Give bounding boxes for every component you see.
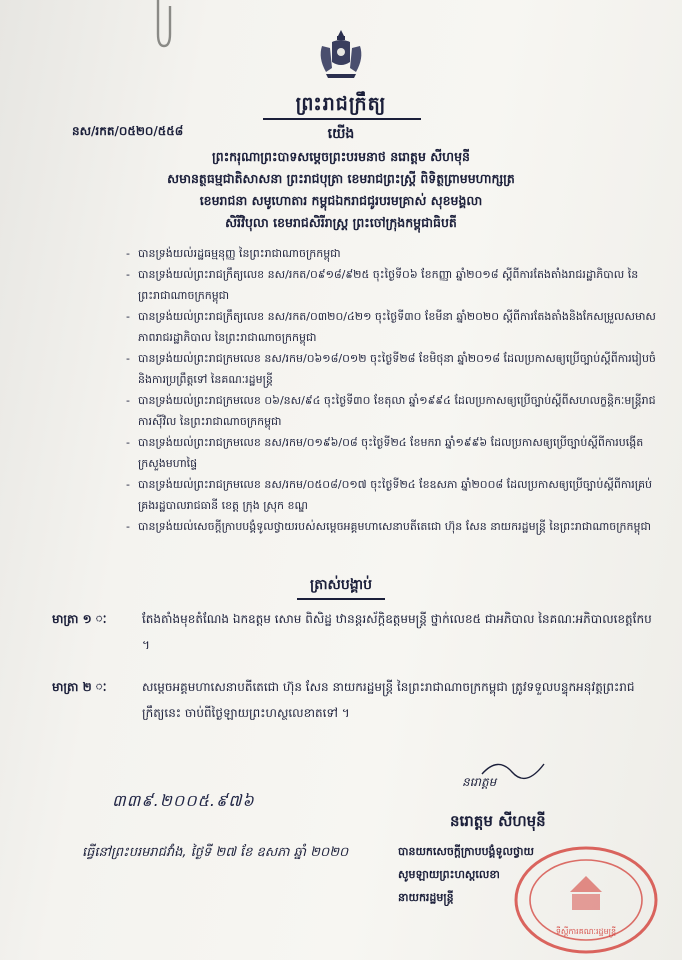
decides-heading: ត្រាស់បង្គាប់ bbox=[310, 577, 372, 593]
date-line: ធ្វើនៅព្រះបរមរាជវាំង, ថ្ងៃទី ២៧ ខែ ឧសភា ឆ្នាំ ២០២០ bbox=[82, 845, 349, 860]
cosign-line: សូមឡាយព្រះហស្តលេខា bbox=[398, 868, 500, 881]
consideration-item: - បានទ្រង់យល់ព្រះរាជក្រឹត្យលេខ នស/រកត/០៣២០/៤២១ ចុះថ្ងៃទី៣០ ខែមីនា ឆ្នាំ២០២០ ស្តីពីការតែងតាំងនិងកែសម្រួលសមាសភាពរាជរដ្ឋាភិបាល នៃព្រះរាជាណាចក្រកម្ពុជា bbox=[126, 306, 656, 348]
article-label: មាត្រា ១ ៈ bbox=[52, 612, 107, 626]
article-text: តែងតាំងមុខតំណែង ឯកឧត្តម សោម ពិសិដ្ឋ ឋានន្តរស័ក្តិឧត្តមមន្ត្រី ថ្នាក់លេខ៥ ជាអភិបាល នៃគណៈអភិបាលខេត្តកែប ។ bbox=[142, 612, 652, 652]
signature-flourish-icon bbox=[478, 752, 548, 782]
consideration-item: - បានទ្រង់យល់ព្រះរាជក្រមលេខ នស/រកម/០១៩៦/០៨ ចុះថ្ងៃទី២៤ ខែមករា ឆ្នាំ១៩៩៦ ដែលប្រកាសឲ្យប្រើច្បាប់ស្តីពីការបង្កើតក្រសួងមហាផ្ទៃ bbox=[126, 432, 656, 474]
royal-title-line: ព្រះករុណាព្រះបាទសម្តេចព្រះបរមនាថ នរោត្តម សីហមុនី bbox=[212, 149, 470, 164]
article-2 bbox=[52, 674, 652, 726]
seal-text: ទីស្តីការគណៈរដ្ឋមន្ត្រី bbox=[555, 927, 617, 936]
paper-clip-icon bbox=[150, 0, 178, 50]
consideration-item: - បានទ្រង់យល់ព្រះរាជក្រមលេខ នស/រកម/០៥០៨/០១៧ ចុះថ្ងៃទី២៤ ខែឧសភា ឆ្នាំ២០០៨ ដែលប្រកាសឲ្យប្រើច្បាប់ស្តីពីការគ្រប់គ្រងរដ្ឋបាលរាជធានី ខេត្ត ក្រុង ស្រុក ខណ្ឌ bbox=[126, 474, 656, 516]
decree-number: នស/រកត/០៥២០/៥៥៨ bbox=[72, 124, 184, 138]
title-underline bbox=[263, 118, 421, 120]
consideration-item: - បានទ្រង់យល់ព្រះរាជក្រមលេខ នស/រកម/០៦១៨/០១២ ចុះថ្ងៃទី២៨ ខែមិថុនា ឆ្នាំ២០១៨ ដែលប្រកាសឲ្យប្រើច្បាប់ស្តីពីការរៀបចំ និងការប្រព្រឹត្តទៅ នៃគណៈរដ្ឋមន្ត្រី bbox=[126, 348, 656, 390]
royal-title-line: ខេមរាជនា សមូហោតារ កម្ពុជឯករាជជូរបរមគ្រាស់ សុខមង្គលា bbox=[199, 193, 483, 208]
royal-titles bbox=[60, 146, 622, 234]
cosign-line: នាយករដ្ឋមន្ត្រី bbox=[398, 891, 454, 904]
article-label: មាត្រា ២ ៈ bbox=[52, 680, 107, 694]
cosign-line: បានយកសេចក្ដីក្រាបបង្គំទូលថ្វាយ bbox=[398, 845, 534, 858]
countersignature-block bbox=[398, 840, 668, 909]
royal-signature: នរោត្តម bbox=[462, 775, 497, 789]
document-title: ព្រះរាជក្រឹត្យ bbox=[295, 93, 387, 115]
handwritten-reference: ៣៣៩.២០០៥.៩៧៦ bbox=[112, 791, 255, 810]
signer-name: នរោត្តម សីហមុនី bbox=[450, 812, 546, 830]
royal-title-line: សមានត្ថធម្មជាតិសាសនា ព្រះរាជបុត្រា ខេមរាជព្រះស្រ្តី ពិទិត្ថព្រាមមហាក្សត្រ bbox=[167, 171, 515, 186]
royal-title-line: សិរីវិបុលា ខេមរាជសិរីរាស្រ្ត ព្រះចៅក្រុងកម្ពុជាធិបតី bbox=[225, 215, 457, 230]
consideration-item: - បានទ្រង់យល់រដ្ឋធម្មនុញ្ញ នៃព្រះរាជាណាចក្រកម្ពុជា bbox=[126, 243, 656, 264]
consideration-item: - បានទ្រង់យល់ព្រះរាជក្រមលេខ ០៦/នស/៩៤ ចុះថ្ងៃទី៣០ ខែតុលា ឆ្នាំ១៩៩៤ ដែលប្រកាសឲ្យប្រើច្បាប់ស្តីពីសហលក្ខន្តិកៈមន្ត្រីរាជការស៊ីវិល នៃព្រះរាជាណាចក្រកម្ពុជា bbox=[126, 390, 656, 432]
considerations-list bbox=[126, 243, 656, 537]
seen-heading: យើង bbox=[327, 126, 355, 142]
consideration-item: - បានទ្រង់យល់សេចក្តីក្រាបបង្គំទូលថ្វាយរបស់សម្តេចអគ្គមហាសេនាបតីតេជោ ហ៊ុន សែន នាយករដ្ឋមន្ត្រី នៃព្រះរាជាណាចក្រកម្ពុជា bbox=[126, 516, 656, 537]
decides-underline bbox=[297, 598, 385, 600]
article-text: សម្តេចអគ្គមហាសេនាបតីតេជោ ហ៊ុន សែន នាយករដ្ឋមន្ត្រី នៃព្រះរាជាណាចក្រកម្ពុជា ត្រូវទទួលបន្ទុកអនុវត្តព្រះរាជក្រឹត្យនេះ ចាប់ពីថ្ងៃឡាយព្រះហស្ថលេខាតទៅ ។ bbox=[142, 680, 635, 720]
consideration-item: - បានទ្រង់យល់ព្រះរាជក្រឹត្យលេខ នស/រកត/០៩១៨/៩២៥ ចុះថ្ងៃទី០៦ ខែកញ្ញា ឆ្នាំ២០១៨ ស្តីពីការតែងតាំងរាជរដ្ឋាភិបាល នៃព្រះរាជាណាចក្រកម្ពុជា bbox=[126, 264, 656, 306]
royal-emblem-icon bbox=[318, 28, 364, 80]
article-1 bbox=[52, 606, 652, 658]
